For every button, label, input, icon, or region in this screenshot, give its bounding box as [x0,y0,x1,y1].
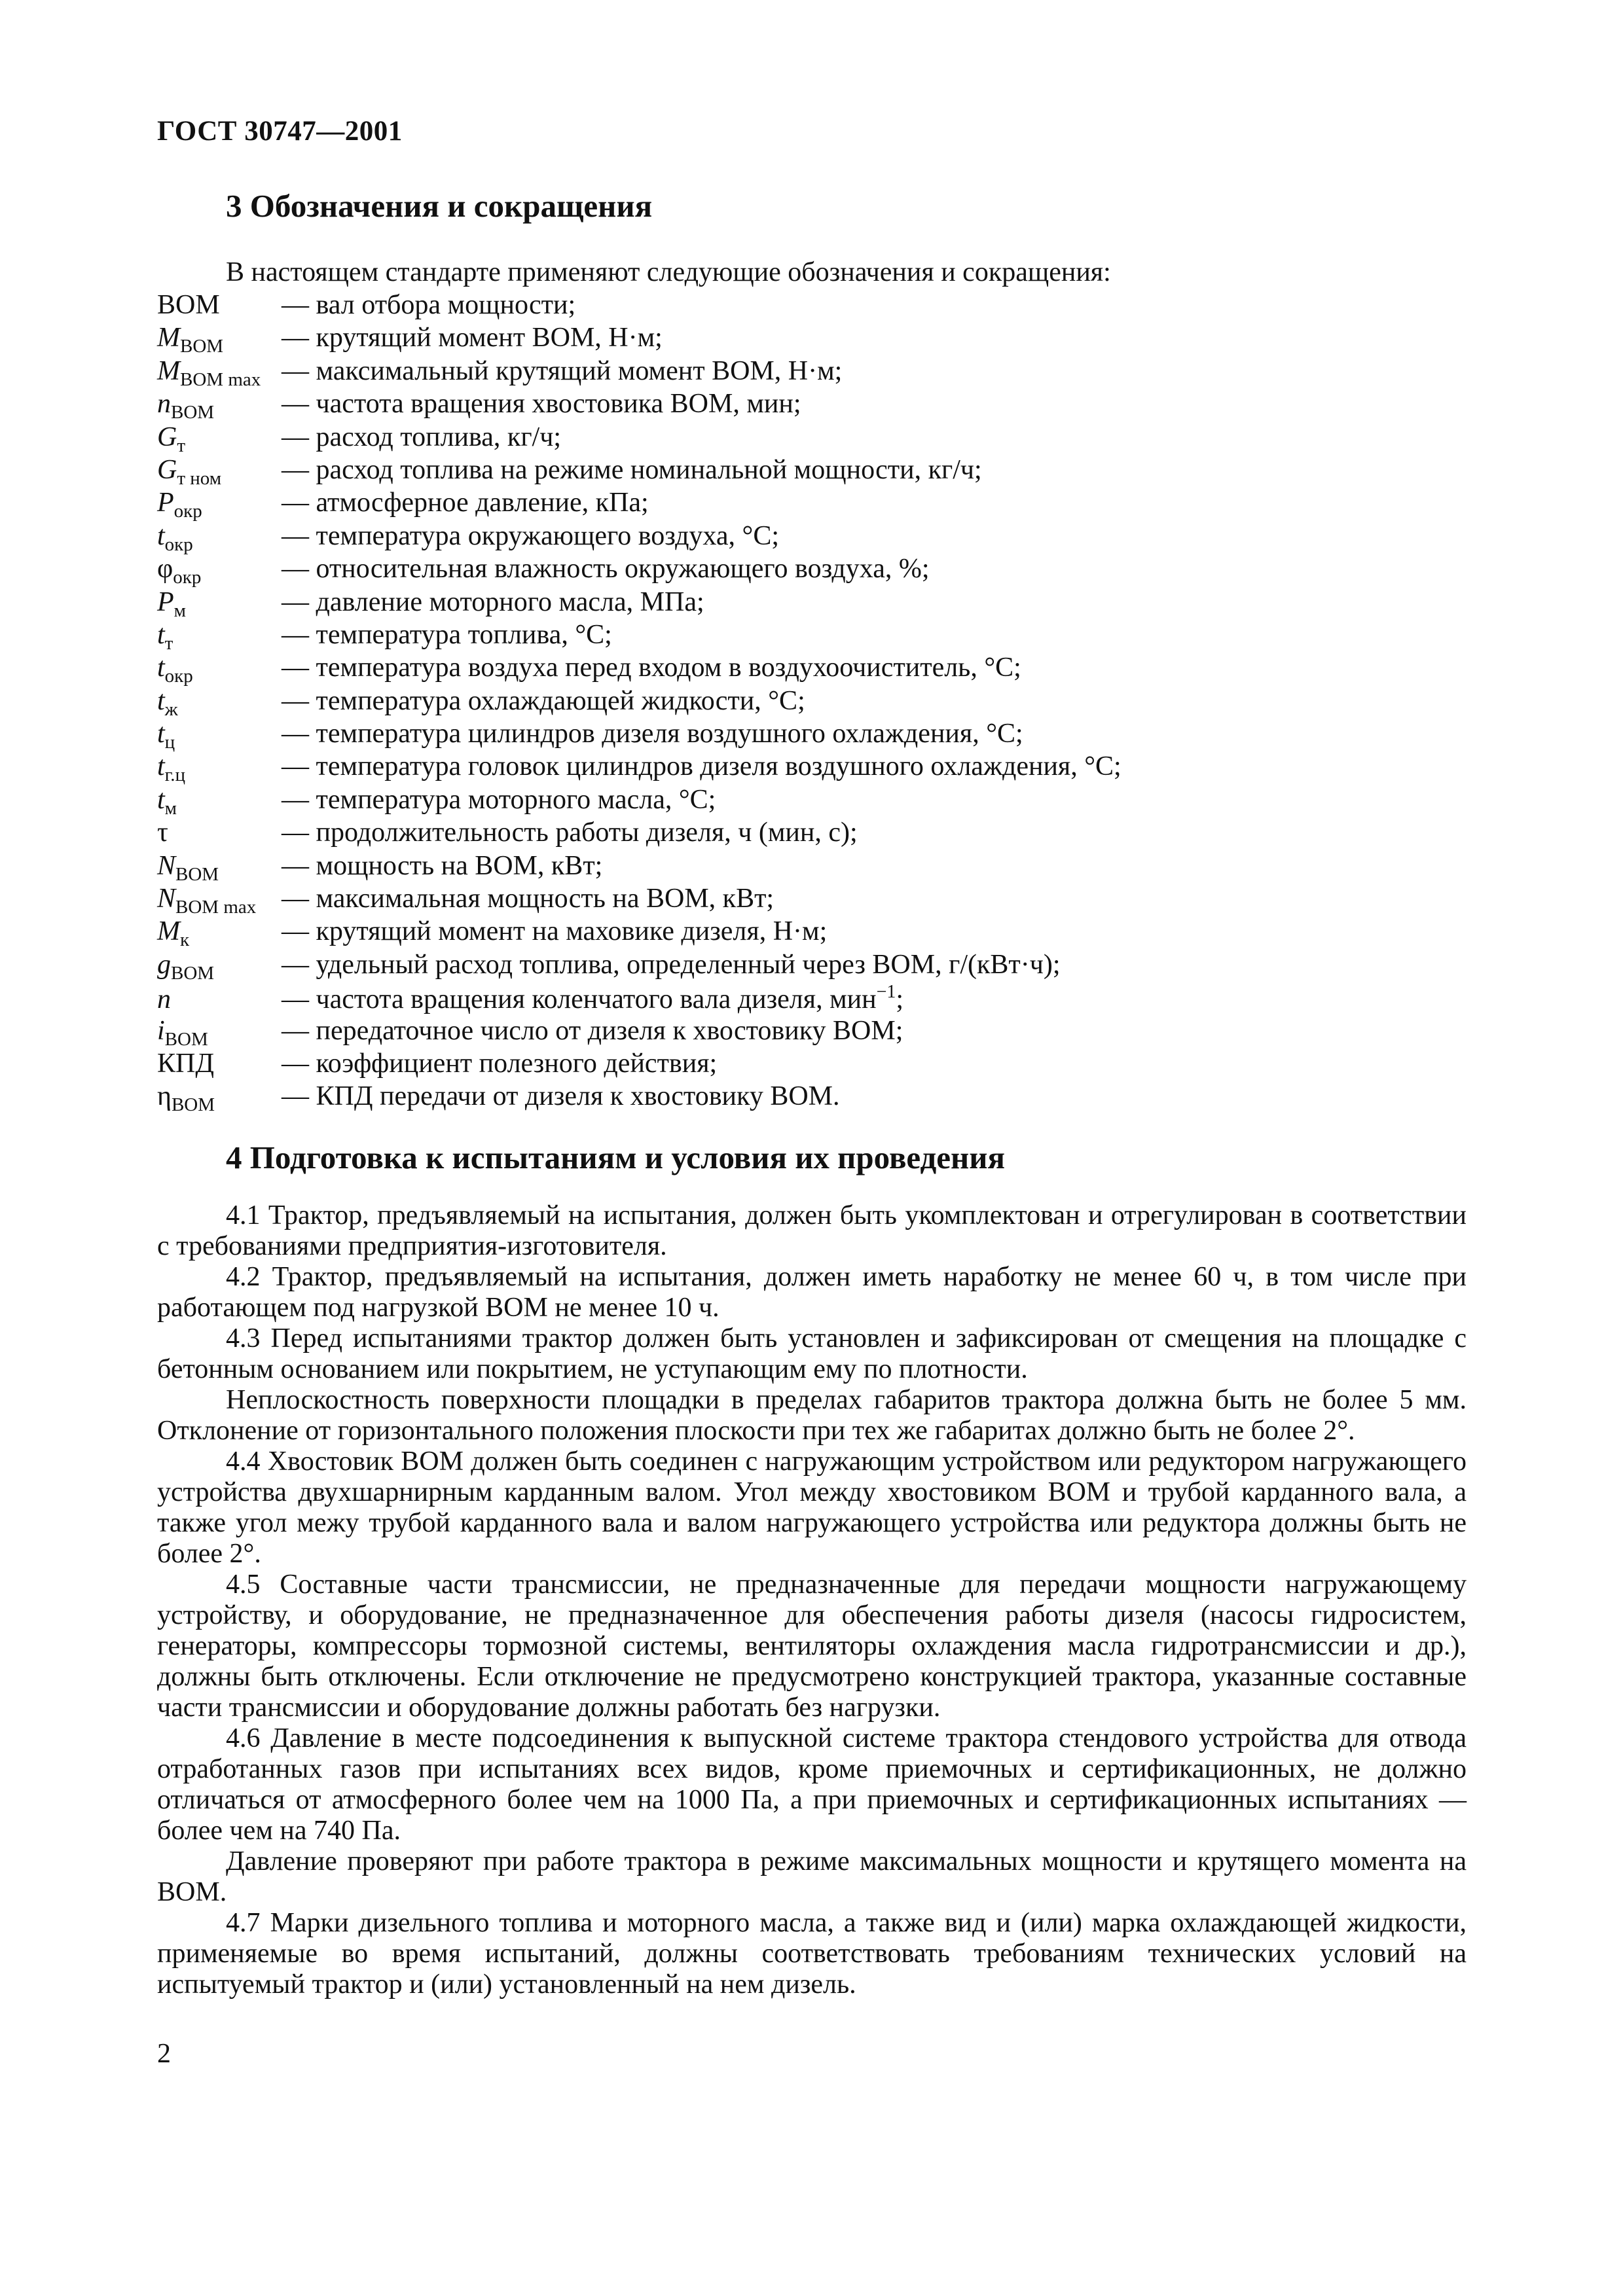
symbol-notation [157,784,282,819]
symbol-description [282,949,1467,980]
symbol-description-text: — КПД передачи от дизеля к хвостовику ВОМ. [282,1081,840,1112]
symbol-description [282,685,1467,717]
symbol-subscript: м [173,600,187,621]
symbol-subscript: ж [164,698,178,720]
symbol-main: t [157,784,165,815]
symbol-main: n [157,389,171,420]
symbol-notation [157,487,282,522]
symbol-row [157,322,1467,355]
section-4-title: 4 Подготовка к испытаниям и условия их проведения [226,1139,1006,1175]
paragraph: 4.5 Составные части трансмиссии, не предназначенные для передачи мощности нагружающему устройству, и оборудование, не предназначенное для обеспечения работы дизеля (насосы гидросистем, генераторы, компрессоры тормозной системы, вентиляторы охлаждения масла гидротрансмиссии и др.), должны быть отключены. Если отключение не предусмотрено конструкцией трактора, указанные составные части трансмиссии и оборудование должны работать без нагрузки. [157,1570,1467,1723]
document-code-header: ГОСТ 30747—2001 [157,116,403,147]
symbol-subscript: ВОМ [171,1094,215,1116]
symbol-row [157,784,1467,817]
symbol-notation [157,520,282,556]
symbol-notation [157,685,282,721]
symbol-row [157,619,1467,652]
symbol-subscript: окр [164,666,193,687]
symbol-row [157,916,1467,951]
symbol-subscript: ВОМ [171,402,215,423]
symbol-description-text: — крутящий момент ВОМ, Н·м; [282,323,663,353]
symbol-description-text: — температура окружающего воздуха, °С; [282,520,779,551]
symbol-subscript: ц [164,732,175,753]
symbol-description [282,454,1467,486]
symbol-description [282,751,1467,782]
symbol-description [282,916,1467,947]
symbol-main: t [157,719,165,749]
symbol-main: n [157,984,171,1015]
symbol-notation [157,388,282,423]
symbol-description [282,718,1467,749]
symbol-subscript: ВОМ [180,336,224,357]
symbol-description-text: — продолжительность работы дизеля, ч (мин, с); [282,817,858,848]
symbol-description [282,355,1467,387]
paragraph: 4.6 Давление в месте подсоединения к выпускной системе трактора стендового устройства для отвода отработанных газов при испытаниях всех видов, кроме приемочных и сертификационных, не должно отличаться от атмосферного более чем на 1000 Па, а при приемочных и сертификационных испытаниях — более чем на 740 Па. [157,1723,1467,1846]
symbol-description [282,1015,1467,1047]
symbol-description [282,322,1467,353]
symbol-row [157,751,1467,786]
symbol-description-text: — крутящий момент на маховике дизеля, Н·м; [282,916,828,947]
symbol-main: t [157,619,165,650]
symbol-description [282,520,1467,552]
symbol-notation [157,751,282,786]
symbol-main: g [157,949,171,980]
symbol-description [282,982,1467,1015]
symbol-description [282,652,1467,683]
symbol-description-text: — температура головок цилиндров дизеля воздушного охлаждения, °С; [282,751,1122,782]
symbol-description [282,388,1467,420]
symbol-row [157,982,1467,1014]
symbol-row [157,685,1467,718]
paragraph: 4.7 Марки дизельного топлива и моторного масла, а также вид и (или) марка охлаждающей жидкости, применяемые во время испытаний, должны соответствовать требованиям технических условий на испытуемый трактор и (или) установленный на нем дизель. [157,1908,1467,2000]
symbol-row [157,454,1467,487]
symbol-subscript: ВОМ [171,962,215,984]
symbol-description-text: — максимальный крутящий момент ВОМ, Н·м; [282,355,843,386]
paragraph: Давление проверяют при работе трактора в режиме максимальных мощности и крутящего момента на ВОМ. [157,1846,1467,1907]
symbol-notation [157,949,282,984]
symbol-description [282,883,1467,914]
symbol-notation [157,1081,282,1116]
symbol-notation [157,322,282,357]
symbol-main: P [157,488,174,518]
description-superscript: −1 [876,982,896,1003]
symbol-notation [157,1015,282,1050]
symbol-description-text: — мощность на ВОМ, кВт; [282,850,603,881]
symbol-main: M [157,323,180,353]
symbol-main: i [157,1015,165,1046]
symbol-notation [157,289,282,321]
symbol-notation [157,817,282,848]
symbol-row [157,1015,1467,1048]
symbol-notation [157,422,282,457]
symbol-row [157,289,1467,322]
symbol-main: φ [157,554,173,584]
symbol-main: t [157,520,165,551]
symbol-description-text: — вал отбора мощности; [282,290,576,320]
symbol-notation [157,883,282,918]
symbol-main: t [157,751,165,782]
symbol-row [157,652,1467,685]
symbols-list [157,289,1467,1114]
symbol-notation [157,619,282,655]
section-3-intro: В настоящем стандарте применяют следующие обозначения и сокращения: [226,257,1111,287]
symbol-description [282,619,1467,651]
paragraph: 4.3 Перед испытаниями трактор должен быть установлен и зафиксирован от смещения на площадке с бетонным основанием или покрытием, не уступающим ему по плотности. [157,1323,1467,1384]
symbol-subscript: окр [173,501,202,522]
symbol-subscript: окр [173,567,202,588]
description-tail: ; [896,984,904,1015]
paragraph: 4.2 Трактор, предъявляемый на испытания, должен иметь наработку не менее 60 ч, в том числе при работающем под нагрузкой ВОМ не менее 10 ч. [157,1262,1467,1323]
symbol-description-text: — расход топлива, кг/ч; [282,422,562,452]
symbol-description [282,1081,1467,1112]
symbol-notation [157,586,282,622]
symbol-description [282,289,1467,321]
symbol-notation [157,553,282,588]
symbol-description [282,817,1467,848]
symbol-row [157,718,1467,751]
symbol-subscript: м [164,797,177,819]
symbol-notation [157,916,282,951]
paragraph: 4.1 Трактор, предъявляемый на испытания, должен быть укомплектован и отрегулирован в соответствии с требованиями предприятия-изготовителя. [157,1200,1467,1261]
section-4-body [157,1200,1467,2000]
symbol-description-text: — температура топлива, °С; [282,619,612,650]
symbol-main: ВОМ [157,290,220,320]
symbol-description-text: — температура воздуха перед входом в воздухоочиститель, °С; [282,653,1021,683]
symbol-description-text: — частота вращения коленчатого вала дизеля, мин [282,984,877,1015]
symbol-main: КПД [157,1048,214,1079]
symbol-notation [157,850,282,886]
symbol-row [157,553,1467,586]
symbol-row [157,1081,1467,1116]
symbol-main: G [157,454,177,485]
symbol-notation [157,1048,282,1079]
symbol-main: η [157,1081,172,1112]
symbol-description-text: — давление моторного масла, МПа; [282,586,704,617]
symbol-description [282,487,1467,518]
symbol-row [157,586,1467,619]
symbol-main: M [157,355,180,386]
paragraph: 4.4 Хвостовик ВОМ должен быть соединен с нагружающим устройством или редуктором нагружающего устройства двухшарнирным карданным валом. Угол между хвостовиком ВОМ и трубой карданного вала, а также угол межу трубой карданного вала и валом нагружающего устройства или редуктора должны быть не более 2°. [157,1446,1467,1569]
symbol-description-text: — атмосферное давление, кПа; [282,488,649,518]
symbol-subscript: окр [164,533,193,555]
symbol-row [157,520,1467,553]
section-3-title: 3 Обозначения и сокращения [226,188,653,224]
symbol-subscript: т [177,435,186,456]
symbol-main: t [157,653,165,683]
symbol-description [282,422,1467,453]
symbol-description-text: — температура моторного масла, °С; [282,784,716,815]
symbol-description-text: — максимальная мощность на ВОМ, кВт; [282,884,775,914]
page-number: 2 [157,2039,171,2069]
symbol-subscript: ВОМ [164,1028,208,1050]
symbol-row [157,949,1467,982]
symbol-description-text: — температура цилиндров дизеля воздушного охлаждения, °С; [282,719,1023,749]
symbol-subscript: т [164,632,173,654]
paragraph: Неплоскостность поверхности площадки в пределах габаритов трактора должна быть не более 5 мм. Отклонение от горизонтального положения плоскости при тех же габаритах должно быть не более 2°. [157,1385,1467,1446]
symbol-main: G [157,422,177,452]
symbol-main: N [157,884,176,914]
symbol-subscript: ВОМ [175,863,219,885]
symbol-subscript: ВОМ max [180,368,261,390]
symbol-subscript: г.ц [164,764,186,786]
symbol-description-text: — относительная влажность окружающего воздуха, %; [282,554,930,584]
symbol-description [282,586,1467,618]
symbol-row [157,850,1467,883]
symbol-main: N [157,850,176,881]
symbol-row [157,422,1467,454]
symbol-description [282,850,1467,882]
symbol-main: P [157,586,174,617]
symbol-subscript: т ном [177,467,222,489]
symbol-row [157,883,1467,916]
symbol-description-text: — коэффициент полезного действия; [282,1048,718,1079]
symbol-description-text: — температура охлаждающей жидкости, °С; [282,685,805,716]
symbol-description-text: — передаточное число от дизеля к хвостовику ВОМ; [282,1015,903,1046]
symbol-subscript: к [180,929,190,951]
symbol-notation [157,718,282,753]
symbol-main: M [157,916,180,947]
symbol-row [157,355,1467,388]
symbol-main: τ [157,817,168,848]
symbol-row [157,487,1467,520]
symbol-subscript: ВОМ max [175,897,257,918]
symbol-row [157,817,1467,850]
symbol-main: t [157,685,165,716]
symbol-description-text: — удельный расход топлива, определенный через ВОМ, г/(кВт·ч); [282,949,1061,980]
symbol-notation [157,984,282,1015]
symbol-row [157,388,1467,421]
symbol-description [282,553,1467,584]
symbol-description [282,1048,1467,1079]
symbol-row [157,1048,1467,1081]
symbol-notation [157,454,282,490]
symbol-description-text: — частота вращения хвостовика ВОМ, мин; [282,389,801,420]
symbol-description [282,784,1467,816]
symbol-notation [157,355,282,391]
symbol-description-text: — расход топлива на режиме номинальной мощности, кг/ч; [282,454,982,485]
symbol-notation [157,652,282,687]
